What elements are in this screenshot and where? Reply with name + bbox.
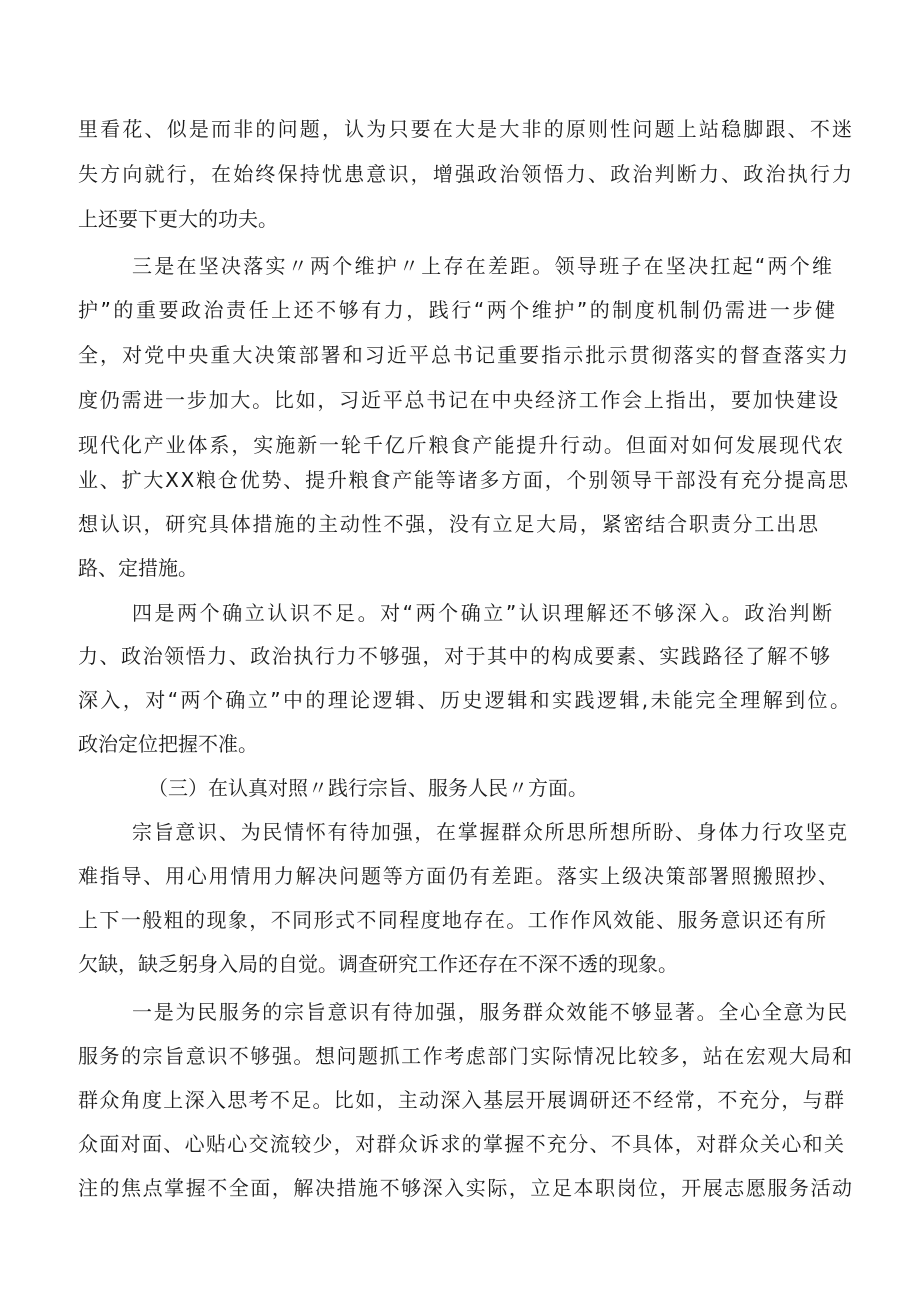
text-line: 深入，对“两个确立”中的理论逻辑、历史逻辑和实践逻辑,未能完全理解到位。 bbox=[78, 688, 853, 712]
text-line: 全，对党中央重大决策部署和习近平总书记重要指示批示贯彻落实的督查落实力 bbox=[78, 343, 851, 367]
text-line: 度仍需进一步加大。比如，习近平总书记在中央经济工作会上指出，要加快建设 bbox=[78, 388, 840, 412]
text-line: 失方向就行，在始终保持忧患意识，增强政治领悟力、政治判断力、政治执行力 bbox=[78, 162, 855, 186]
text-line: 路、定措施。 bbox=[78, 556, 198, 580]
section-heading-text: （三）在认真对照〃践行宗旨、服务人民〃方面。 bbox=[148, 776, 588, 800]
text-line: 难指导、用心用情用力解决问题等方面仍有差距。落实上级决策部署照搬照抄、 bbox=[78, 864, 840, 888]
text-line: 服务的宗旨意识不够强。想问题抓工作考虑部门实际情况比较多，站在宏观大局和 bbox=[78, 1044, 854, 1068]
text-line: 宗旨意识、为民情怀有待加强，在掌握群众所思所想所盼、身体力行攻坚克 bbox=[132, 820, 849, 844]
text-line: 三是在坚决落实〃两个维护〃上存在差距。领导班子在坚决扛起“两个维 bbox=[132, 254, 835, 278]
text-line: 群众角度上深入思考不足。比如，主动深入基层开展调研还不经常，不充分，与群 bbox=[78, 1088, 846, 1112]
text-line: 注的焦点掌握不全面，解决措施不够深入实际，立足本职岗位，开展志愿服务活动 bbox=[78, 1176, 854, 1200]
text-line: 里看花、似是而非的问题，认为只要在大是大非的原则性问题上站稳脚跟、不迷 bbox=[78, 117, 855, 141]
text-line: 上还要下更大的功夫。 bbox=[78, 207, 278, 231]
text-line: 力、政治领悟力、政治执行力不够强，对于其中的构成要素、实践路径了解不够 bbox=[78, 644, 832, 668]
text-line: 业、扩大XX粮仓优势、提升粮食产能等诸多方面，个别领导干部没有充分提高思 bbox=[78, 468, 850, 492]
text-line: 欠缺，缺乏躬身入局的自觉。调查研究工作还存在不深不透的现象。 bbox=[78, 952, 678, 976]
text-line: 众面对面、心贴心交流较少，对群众诉求的掌握不充分、不具体，对群众关心和关 bbox=[78, 1132, 846, 1156]
text-line: 政治定位把握不准。 bbox=[78, 732, 258, 756]
text-line: 护”的重要政治责任上还不够有力，践行“两个维护”的制度机制仍需进一步健 bbox=[78, 298, 838, 322]
text-line: 一是为民服务的宗旨意识有待加强，服务群众效能不够显著。全心全意为民 bbox=[132, 1000, 849, 1024]
text-line: 上下一般粗的现象，不同形式不同程度地存在。工作作风效能、服务意识还有所 bbox=[78, 908, 828, 932]
text-line: 现代化产业体系，实施新一轮千亿斤粮食产能提升行动。但面对如何发展现代农 bbox=[78, 433, 845, 457]
text-line: 四是两个确立认识不足。对“两个确立”认识理解还不够深入。政治判断 bbox=[132, 601, 835, 625]
text-line: 想认识，研究具体措施的主动性不强，没有立足大局，紧密结合职责分工出思 bbox=[78, 512, 820, 536]
